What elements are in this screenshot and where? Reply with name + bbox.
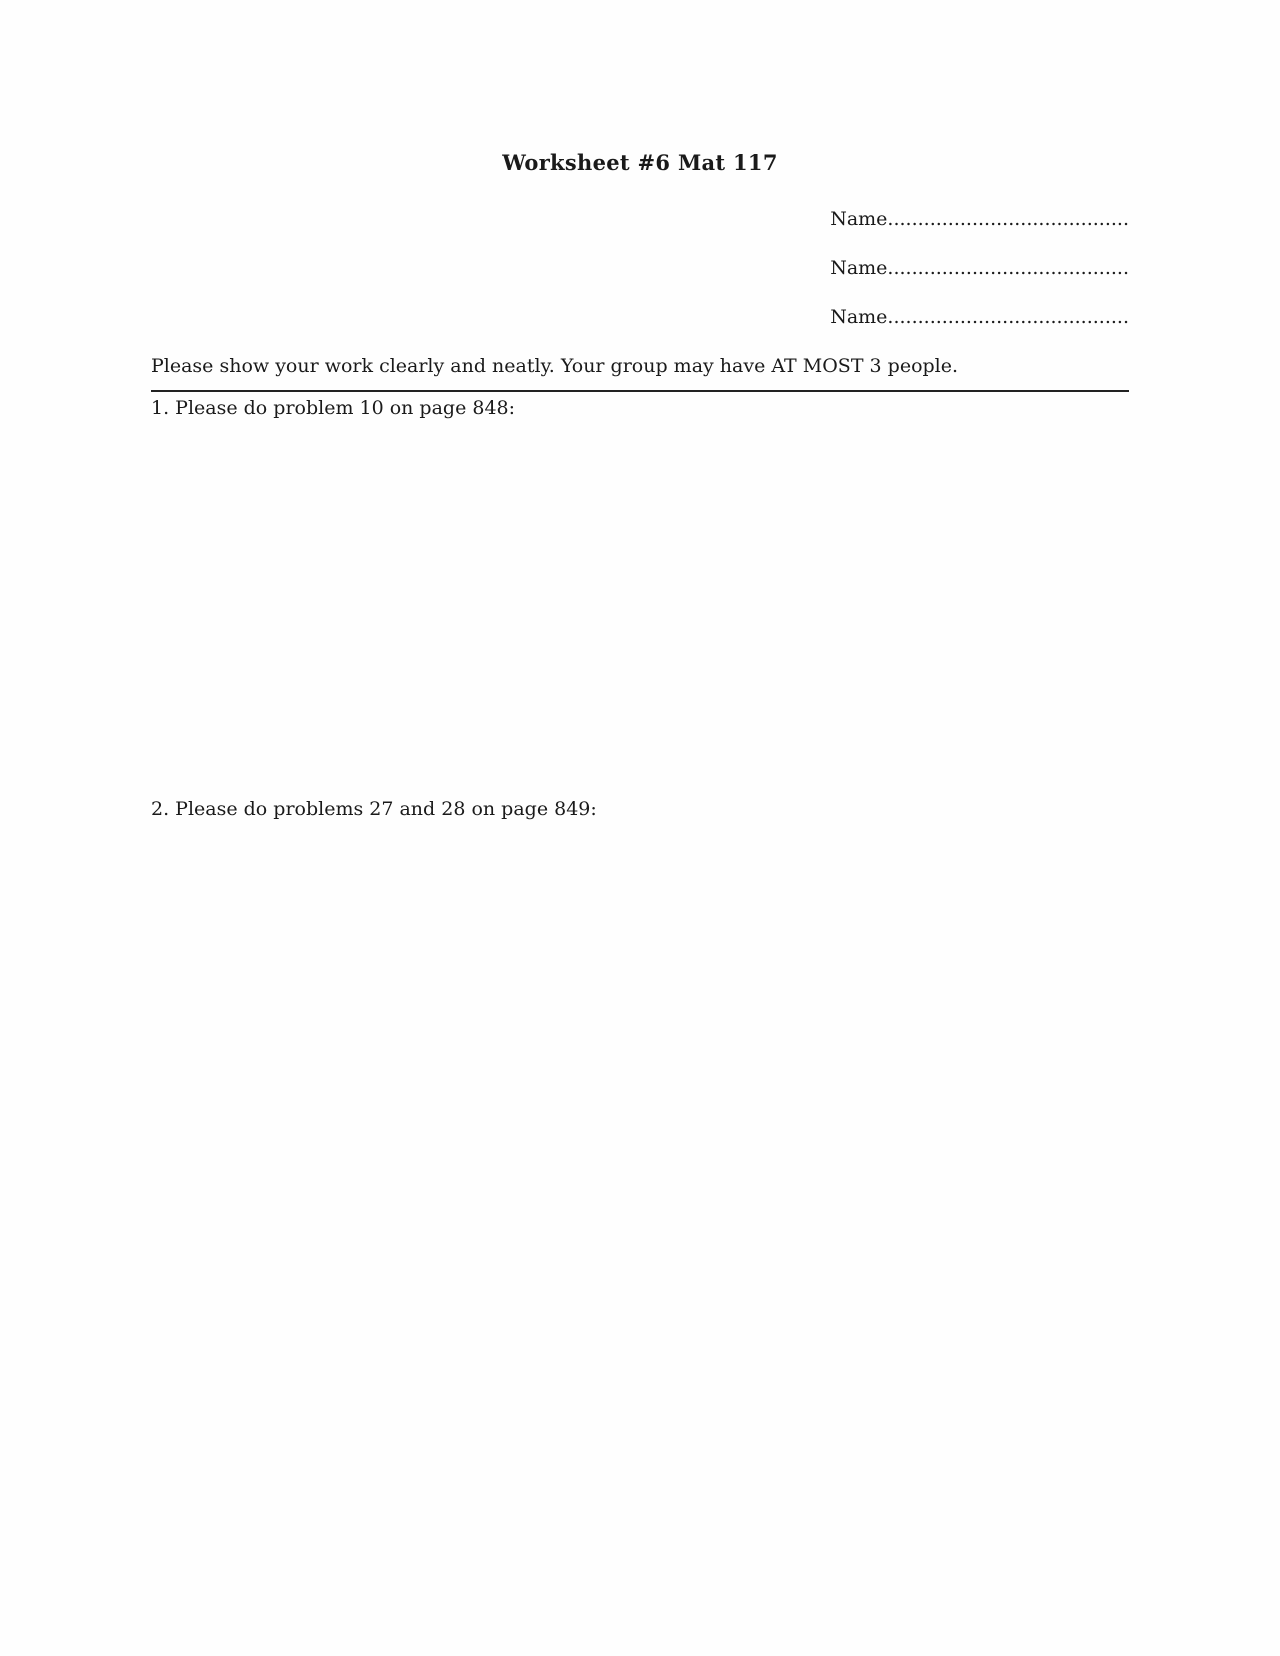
name-field-1: Name........................................ [830, 208, 1129, 230]
name-field-2: Name........................................ [830, 257, 1129, 279]
worksheet-title: Worksheet #6 Mat 117 [502, 150, 778, 175]
horizontal-rule [151, 390, 1129, 392]
problem-1: 1. Please do problem 10 on page 848: [151, 397, 516, 419]
problem-2: 2. Please do problems 27 and 28 on page 849: [151, 798, 597, 820]
instructions-text: Please show your work clearly and neatly. Your group may have AT MOST 3 people. [151, 355, 959, 377]
name-field-3: Name........................................ [830, 306, 1129, 328]
